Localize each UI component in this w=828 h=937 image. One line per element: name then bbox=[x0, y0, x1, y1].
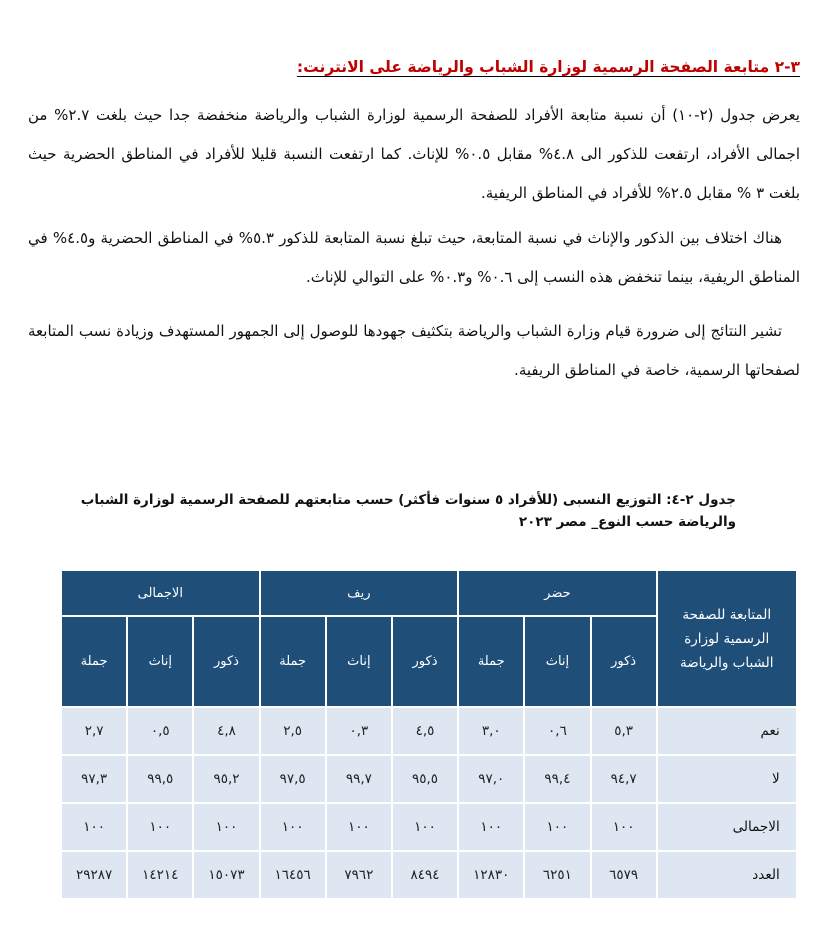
table-cell: ٩٩,٤ bbox=[524, 755, 590, 803]
table-cell: ٠,٦ bbox=[524, 707, 590, 755]
table-cell: ٩٩,٥ bbox=[127, 755, 193, 803]
table-cell: ١٠٠ bbox=[591, 803, 657, 851]
table-cell: ٩٧,٣ bbox=[61, 755, 127, 803]
subheader-total: جملة bbox=[61, 616, 127, 707]
table-cell: ٨٤٩٤ bbox=[392, 851, 458, 899]
subheader-male: ذكور bbox=[392, 616, 458, 707]
table-cell: ٤,٨ bbox=[193, 707, 259, 755]
table-row bbox=[61, 707, 797, 755]
group-header-urban: حضر bbox=[458, 570, 657, 616]
table-cell: ١٤٢١٤ bbox=[127, 851, 193, 899]
table-cell: ٥,٣ bbox=[591, 707, 657, 755]
table-cell: ٠,٥ bbox=[127, 707, 193, 755]
section-title: ٣-٢ متابعة الصفحة الرسمية لوزارة الشباب والرياضة على الانترنت: bbox=[296, 58, 800, 76]
table-cell: ١٥٠٧٣ bbox=[193, 851, 259, 899]
table-cell: ١٠٠ bbox=[193, 803, 259, 851]
row-label: الاجمالى bbox=[657, 803, 797, 851]
paragraph-1: يعرض جدول (٢-١٠) أن نسبة متابعة الأفراد للصفحة الرسمية لوزارة الشباب والرياضة منخفضة جدا حيث بلغت ٢.٧% من اجمالى الأفراد، ارتفعت للذكور الى ٤.٨% مقابل ٠.٥% للإناث. كما ارتفعت النسبة قليلا للأفراد في المناطق الحضرية حيث بلغت ٣ % مقابل ٢.٥% للأفراد في المناطق الريفية. bbox=[28, 106, 800, 202]
table-row bbox=[61, 755, 797, 803]
table-cell: ٢٩٢٨٧ bbox=[61, 851, 127, 899]
data-table bbox=[60, 569, 798, 900]
table-cell: ٩٧,٠ bbox=[458, 755, 524, 803]
subheader-male: ذكور bbox=[193, 616, 259, 707]
table-cell: ٠,٣ bbox=[326, 707, 392, 755]
table-cell: ٧٩٦٢ bbox=[326, 851, 392, 899]
table-cell: ١٠٠ bbox=[326, 803, 392, 851]
subheader-total: جملة bbox=[260, 616, 326, 707]
table-cell: ١٠٠ bbox=[260, 803, 326, 851]
row-label: العدد bbox=[657, 851, 797, 899]
table-cell: ٦٥٧٩ bbox=[591, 851, 657, 899]
group-header-rural: ريف bbox=[260, 570, 459, 616]
table-cell: ١٠٠ bbox=[458, 803, 524, 851]
table-cell: ١٦٤٥٦ bbox=[260, 851, 326, 899]
table-cell: ٦٢٥١ bbox=[524, 851, 590, 899]
table-cell: ٩٥,٥ bbox=[392, 755, 458, 803]
paragraph-2: هناك اختلاف بين الذكور والإناث في نسبة المتابعة، حيث تبلغ نسبة المتابعة للذكور ٥.٣% في المناطق الحضرية و٤.٥% في المناطق الريفية، بينما تنخفض هذه النسب إلى ٠.٦% و٠.٣% على التوالي للإناث. bbox=[28, 229, 800, 286]
table-cell: ٢,٧ bbox=[61, 707, 127, 755]
subheader-female: إناث bbox=[524, 616, 590, 707]
subheader-female: إناث bbox=[127, 616, 193, 707]
row-label: نعم bbox=[657, 707, 797, 755]
paragraph-3: تشير النتائج إلى ضرورة قيام وزارة الشباب والرياضة بتكثيف جهودها للوصول إلى الجمهور المستهدف وزيادة نسب المتابعة لصفحاتها الرسمية، خاصة في المناطق الريفية. bbox=[28, 322, 800, 379]
row-label: لا bbox=[657, 755, 797, 803]
table-cell: ٢,٥ bbox=[260, 707, 326, 755]
table-cell: ٩٧,٥ bbox=[260, 755, 326, 803]
table-cell: ١٠٠ bbox=[392, 803, 458, 851]
table-row bbox=[61, 803, 797, 851]
table-cell: ١٠٠ bbox=[127, 803, 193, 851]
table-row bbox=[61, 851, 797, 899]
table-cell: ١٢٨٣٠ bbox=[458, 851, 524, 899]
table-cell: ٩٤,٧ bbox=[591, 755, 657, 803]
subheader-female: إناث bbox=[326, 616, 392, 707]
table-caption: جدول ٢-٤: التوزيع النسبى (للأفراد ٥ سنوات فأكثر) حسب متابعتهم للصفحة الرسمية لوزارة الشباب والرياضة حسب النوع_ مصر ٢٠٢٣ bbox=[80, 492, 736, 530]
table-cell: ٣,٠ bbox=[458, 707, 524, 755]
table-cell: ١٠٠ bbox=[61, 803, 127, 851]
subheader-male: ذكور bbox=[591, 616, 657, 707]
table-cell: ١٠٠ bbox=[524, 803, 590, 851]
table-cell: ٤,٥ bbox=[392, 707, 458, 755]
subheader-total: جملة bbox=[458, 616, 524, 707]
group-header-total: الاجمالى bbox=[61, 570, 260, 616]
table-cell: ٩٥,٢ bbox=[193, 755, 259, 803]
row-header-cell: المتابعة للصفحة الرسمية لوزارة الشباب والرياضة bbox=[657, 570, 797, 707]
table-cell: ٩٩,٧ bbox=[326, 755, 392, 803]
